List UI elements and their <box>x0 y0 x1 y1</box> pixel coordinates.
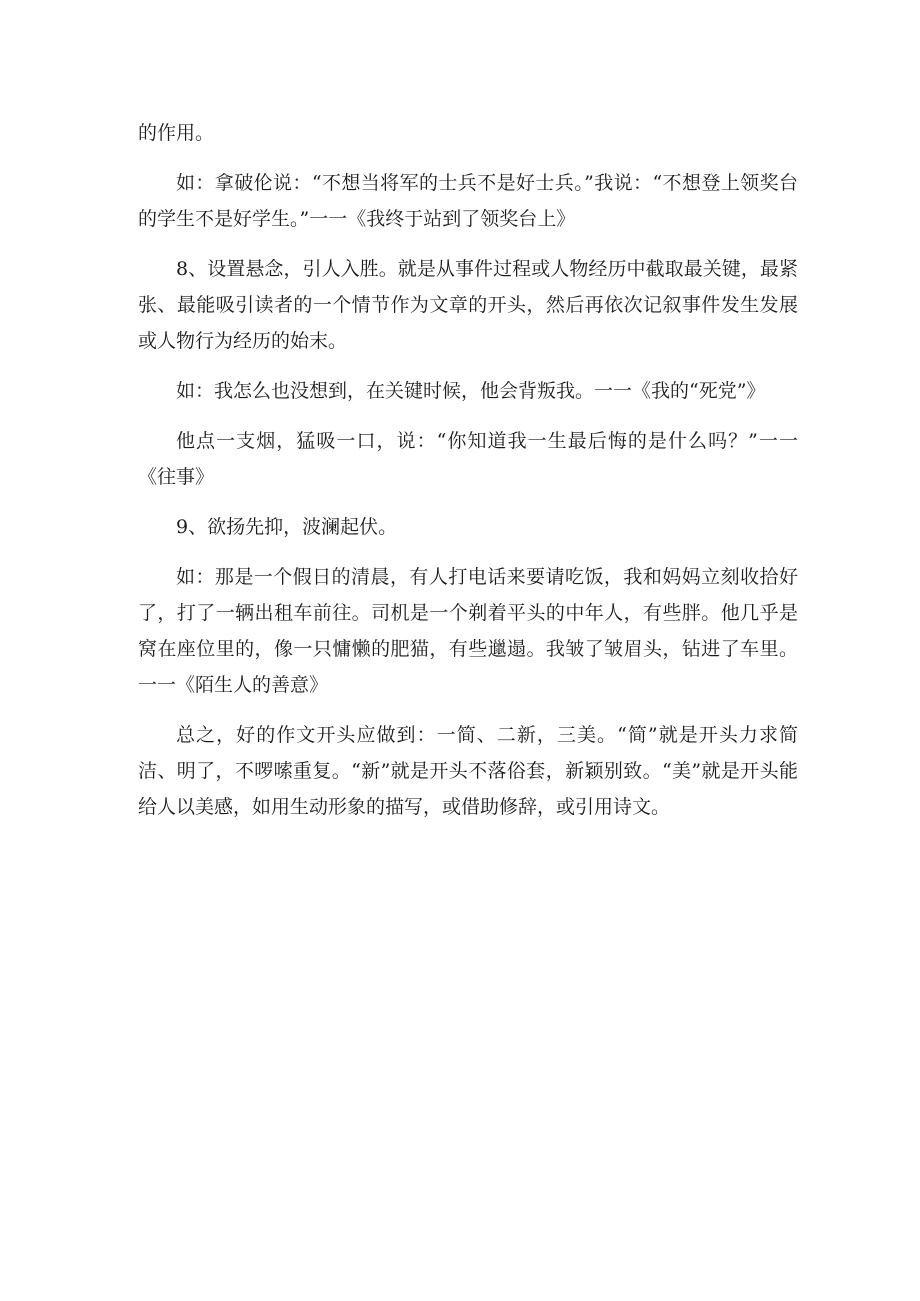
paragraph-example-taxi: 如：那是一个假日的清晨，有人打电话来要请吃饭，我和妈妈立刻收拾好了，打了一辆出租车前往。司机是一个剃着平头的中年人，有些胖。他几乎是窝在座位里的，像一只慵懒的肥猫，有些邋遢。我皱了皱眉头，钻进了车里。一一《陌生人的善意》 <box>138 566 798 696</box>
paragraph-example-betrayal: 如：我怎么也没想到，在关键时候，他会背叛我。一一《我的“死党”》 <box>176 380 766 402</box>
paragraph-example-cigarette: 他点一支烟，猛吸一口，说：“你知道我一生最后悔的是什么吗？”一一《往事》 <box>138 430 798 488</box>
paragraph-summary: 总之，好的作文开头应做到：一简、二新，三美。“简”就是开头力求简洁、明了，不啰嗦重复。“新”就是开头不落俗套，新颖别致。“美”就是开头能给人以美感，如用生动形象的描写，或借助修辞，或引用诗文。 <box>138 724 798 818</box>
document-body <box>138 115 798 839</box>
paragraph-continuation: 的作用。 <box>138 122 215 144</box>
paragraph-example-napoleon: 如：拿破伦说：“不想当将军的士兵不是好士兵。”我说：“不想登上领奖台的学生不是好学生。”一一《我终于站到了领奖台上》 <box>138 172 798 230</box>
paragraph-point-8: 8、设置悬念，引人入胜。就是从事件过程或人物经历中截取最关键，最紧张、最能吸引读者的一个情节作为文章的开头，然后再依次记叙事件发生发展或人物行为经历的始末。 <box>138 258 798 352</box>
paragraph-point-9: 9、欲扬先抑，波澜起伏。 <box>176 516 398 538</box>
